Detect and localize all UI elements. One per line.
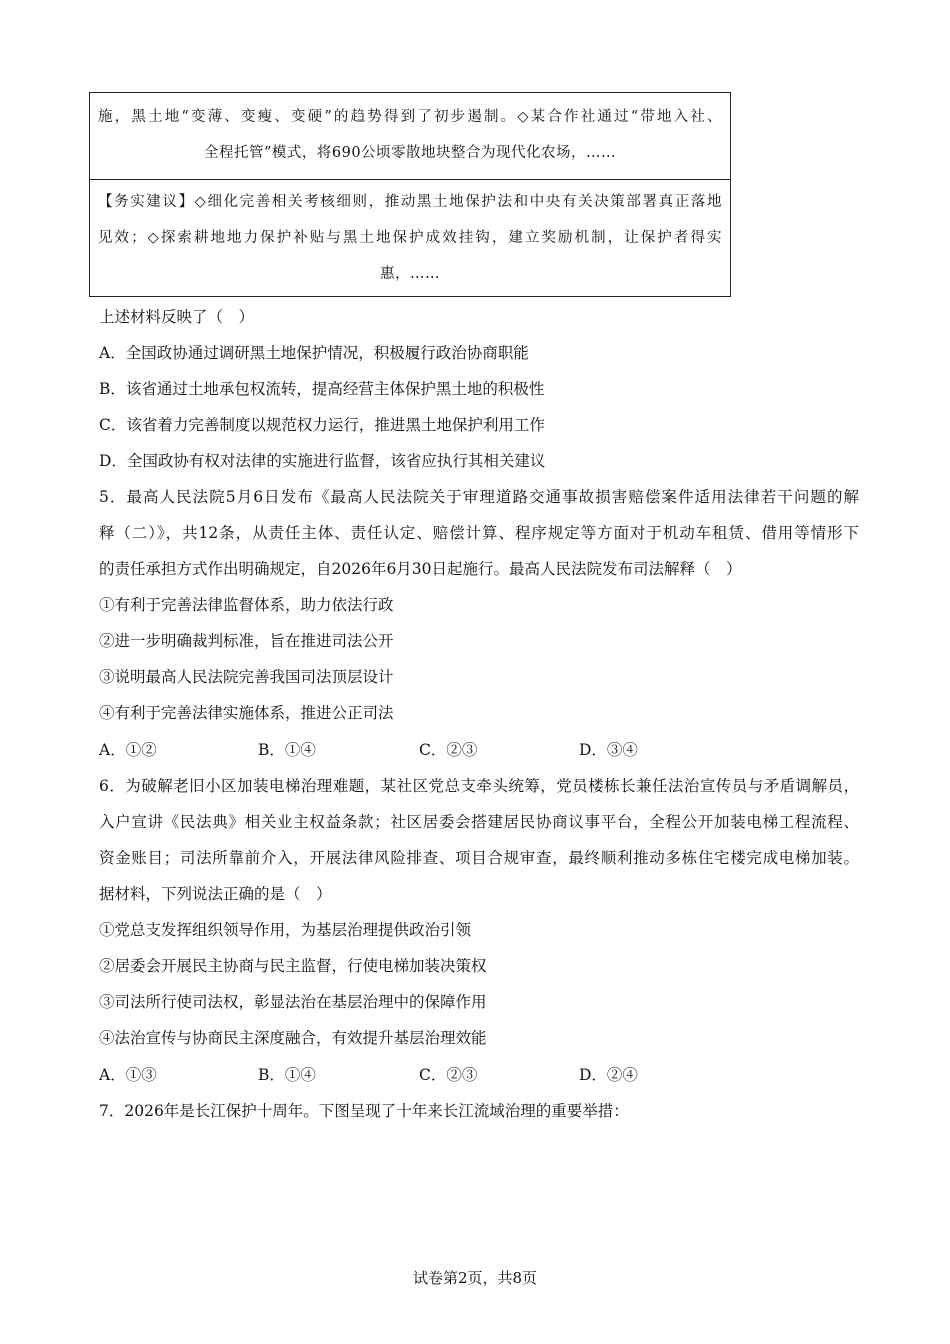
material-text-line: 施，黑土地“变薄、变瘦、变硬”的趋势得到了初步遏制。◇某合作社通过“带地入社、: [98, 109, 722, 125]
question-5-statement: ①有利于完善法律监督体系，助力依法行政: [99, 596, 394, 614]
question-5-choice-c[interactable]: C．②③: [419, 741, 478, 759]
question-5-stem-line: 5．最高人民法院5月6日发布《最高人民法院关于审理道路交通事故损害赔偿案件适用法律若干问题的解: [99, 488, 859, 506]
suggestion-text-line: 【务实建议】◇细化完善相关考核细则，推动黑土地保护法和中央有关决策部署真正落地: [98, 194, 722, 210]
question-6-statement: ②居委会开展民主协商与民主监督，行使电梯加装决策权: [99, 957, 487, 975]
question-6-stem-line: 资金账目；司法所靠前介入，开展法律风险排查、项目合规审查，最终顺利推动多栋住宅楼完成电梯加装。: [99, 849, 859, 867]
question-6-choice-b[interactable]: B．①④: [258, 1066, 316, 1084]
question-6-choice-d[interactable]: D．②④: [579, 1066, 638, 1084]
material-text-line: 全程托管”模式，将690公顷零散地块整合为现代化农场，……: [203, 145, 617, 161]
box-divider: [90, 179, 730, 180]
page-footer: 试卷第2页，共8页: [412, 1269, 538, 1287]
question-6-choice-c[interactable]: C．②③: [419, 1066, 478, 1084]
question-5-choices: [99, 739, 859, 761]
question-5-statement: ③说明最高人民法院完善我国司法顶层设计: [99, 668, 394, 686]
question-6-statement: ④法治宣传与协商民主深度融合，有效提升基层治理效能: [99, 1029, 487, 1047]
suggestion-text-line: 见效；◇探索耕地地力保护补贴与黑土地保护成效挂钩，建立奖励机制，让保护者得实: [98, 230, 722, 246]
suggestion-text-line: 惠，……: [380, 266, 440, 282]
material-box: [89, 92, 731, 297]
question-6-statement: ①党总支发挥组织领导作用，为基层治理提供政治引领: [99, 921, 472, 939]
question-7-stem: 7．2026年是长江保护十周年。下图呈现了十年来长江流域治理的重要举措：: [99, 1102, 629, 1120]
question-6-statement: ③司法所行使司法权，彰显法治在基层治理中的保障作用: [99, 993, 487, 1011]
question-4-option-d[interactable]: D．全国政协有权对法律的实施进行监督，该省应执行其相关建议: [99, 452, 546, 470]
question-5-statement: ④有利于完善法律实施体系，推进公正司法: [99, 704, 394, 722]
question-4-option-b[interactable]: B．该省通过土地承包权流转，提高经营主体保护黑土地的积极性: [99, 380, 545, 398]
question-4-option-c[interactable]: C．该省着力完善制度以规范权力运行，推进黑土地保护利用工作: [99, 416, 545, 434]
question-6-stem-line: 6．为破解老旧小区加装电梯治理难题，某社区党总支牵头统筹，党员楼栋长兼任法治宣传员与矛盾调解员，: [99, 777, 859, 795]
question-5-stem-line: 的责任承担方式作出明确规定，自2026年6月30日起施行。最高人民法院发布司法解释（ ）: [99, 560, 742, 578]
question-5-choice-b[interactable]: B．①④: [258, 741, 316, 759]
question-6-choices: [99, 1064, 859, 1086]
question-6-stem-line: 入户宣讲《民法典》相关业主权益条款；社区居委会搭建居民协商议事平台，全程公开加装电梯工程流程、: [99, 813, 859, 831]
question-6-choice-a[interactable]: A．①③: [99, 1066, 157, 1084]
question-6-stem-line: 据材料，下列说法正确的是（ ）: [99, 885, 332, 903]
question-5-choice-d[interactable]: D．③④: [579, 741, 638, 759]
question-5-stem-line: 释（二）》，共12条，从责任主体、责任认定、赔偿计算、程序规定等方面对于机动车租赁、借用等情形下: [99, 524, 859, 542]
question-5-choice-a[interactable]: A．①②: [99, 741, 157, 759]
question-4-stem: 上述材料反映了（ ）: [99, 308, 255, 326]
question-5-statement: ②进一步明确裁判标准，旨在推进司法公开: [99, 632, 394, 650]
question-4-option-a[interactable]: A．全国政协通过调研黑土地保护情况，积极履行政治协商职能: [99, 344, 529, 362]
